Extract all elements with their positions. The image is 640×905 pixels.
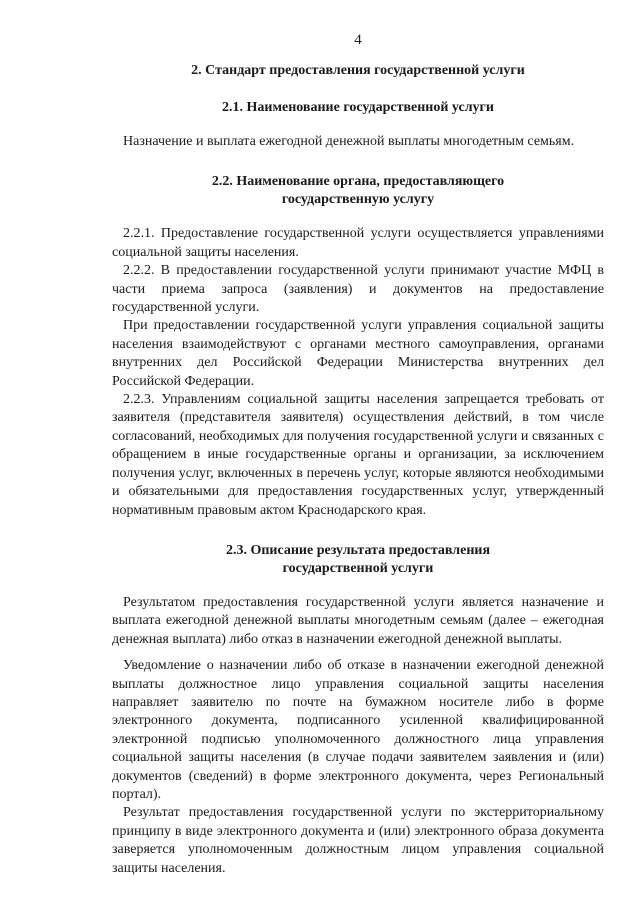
paragraph-2-2-2-interaction: При предоставлении государственной услуги управления социальной защиты населения взаимодействуют с органами местного самоуправления, органами внутренних дел Российской Федерации Министерства внутренних дел Российской Федерации. [112,318,604,389]
subsection-2-2-title-line-2: государственную услугу [281,192,435,208]
section-title: 2. Стандарт предоставления государственной услуги [191,63,525,78]
paragraph-2-1-1: Назначение и выплата ежегодной денежной выплаты многодетным семьям. [123,134,575,149]
subsection-2-3-title-line-2: государственной услуги [282,560,434,576]
page-number: 4 [354,32,362,48]
paragraph-2-3-notification: Уведомление о назначении либо об отказе в назначении ежегодной денежной выплаты должностное лицо управления социальной защиты населения направляет заявителю по почте на бумажном носителе либо в форме электронного документа, подписанного усиленной квалифицированной электронной подписью уполномоченного должностного лица управления социальной защиты населения (в случае подачи заявителем заявления и (или) документов (сведений) в форме электронного документа, через Региональный портал). [112,658,604,802]
subsection-2-1-title [112,99,604,117]
subsection-2-3-title-line-1: 2.3. Описание результата предоставления [225,542,491,558]
paragraph-2-2-2: 2.2.2. В предоставлении государственной услуги принимают участие МФЦ в части приема запроса (заявления) и документов на предоставление государственной услуги. [112,263,604,316]
paragraph-2-3-extraterritorial: Результат предоставления государственной услуги по экстерриториальному принципу в виде электронного документа и (или) электронного образа документа заверяется уполномоченным должностным лицом управления социальной защиты населения. [112,805,604,876]
paragraph-2-2-3: 2.2.3. Управлениям социальной защиты населения запрещается требовать от заявителя (представителя заявителя) осуществления действий, в том числе согласований, необходимых для получения государственной услуги и связанных с обращением в иные государственные органы и организации, за исключением получения услуг, включенных в перечень услуг, которые являются необходимыми и обязательными для предоставления государственных услуг, утвержденный нормативным правовым актом Краснодарского края. [112,392,604,518]
paragraph-2-2-1: 2.2.1. Предоставление государственной услуги осуществляется управлениями социальной защиты населения. [112,226,604,260]
subsection-2-2-title-line-1: 2.2. Наименование органа, предоставляющего [211,174,505,190]
subsection-2-1-title-line: 2.1. Наименование государственной услуги [222,100,494,115]
subsection-2-2-title [112,173,604,209]
paragraph-2-3-result: Результатом предоставления государственной услуги является назначение и выплата ежегодной денежной выплаты многодетным семьям (далее – ежегодная денежная выплата) либо отказ в назначении ежегодной денежной выплаты. [112,594,604,647]
subsection-2-3-title [112,542,604,578]
